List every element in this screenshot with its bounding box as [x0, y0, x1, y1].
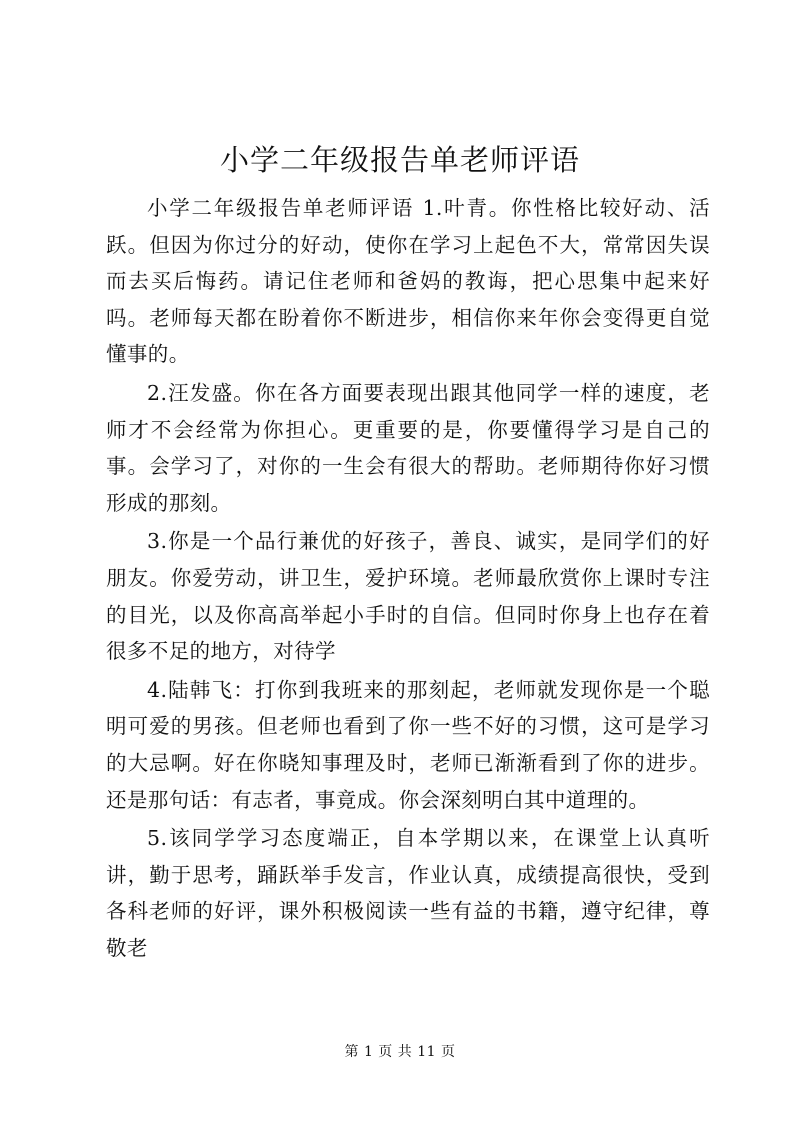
- paragraph-4: 4.陆韩飞：打你到我班来的那刻起，老师就发现你是一个聪明可爱的男孩。但老师也看到了你一些不好的习惯，这可是学习的大忌啊。好在你晓知事理及时，老师已渐渐看到了你的进步。还是那句话：有志者，事竟成。你会深刻明白其中道理的。: [106, 677, 710, 812]
- document-title: 小学二年级报告单老师评语: [219, 143, 580, 177]
- document-body: [106, 190, 710, 968]
- page-footer: 第 1 页 共 11 页: [344, 1044, 456, 1060]
- paragraph-5: 5.该同学学习态度端正，自本学期以来，在课堂上认真听讲，勤于思考，踊跃举手发言，作业认真，成绩提高很快，受到各科老师的好评，课外积极阅读一些有益的书籍，遵守纪律，尊敬老: [106, 826, 710, 960]
- paragraph-2: 2.汪发盛。你在各方面要表现出跟其他同学一样的速度，老师才不会经常为你担心。更重要的是，你要懂得学习是自己的事。会学习了，对你的一生会有很大的帮助。老师期待你好习惯形成的那刻。: [106, 380, 710, 515]
- paragraph-1: 小学二年级报告单老师评语 1.叶青。你性格比较好动、活跃。但因为你过分的好动，使你在学习上起色不大，常常因失误而去买后悔药。请记住老师和爸妈的教诲，把心思集中起来好吗。老师每天都在盼着你不断进步，相信你来年你会变得更自觉懂事的。: [106, 196, 710, 367]
- paragraph-3: 3.你是一个品行兼优的好孩子，善良、诚实，是同学们的好朋友。你爱劳动，讲卫生，爱护环境。老师最欣赏你上课时专注的目光，以及你高高举起小手时的自信。但同时你身上也存在着很多不足的地方，对待学: [106, 529, 710, 664]
